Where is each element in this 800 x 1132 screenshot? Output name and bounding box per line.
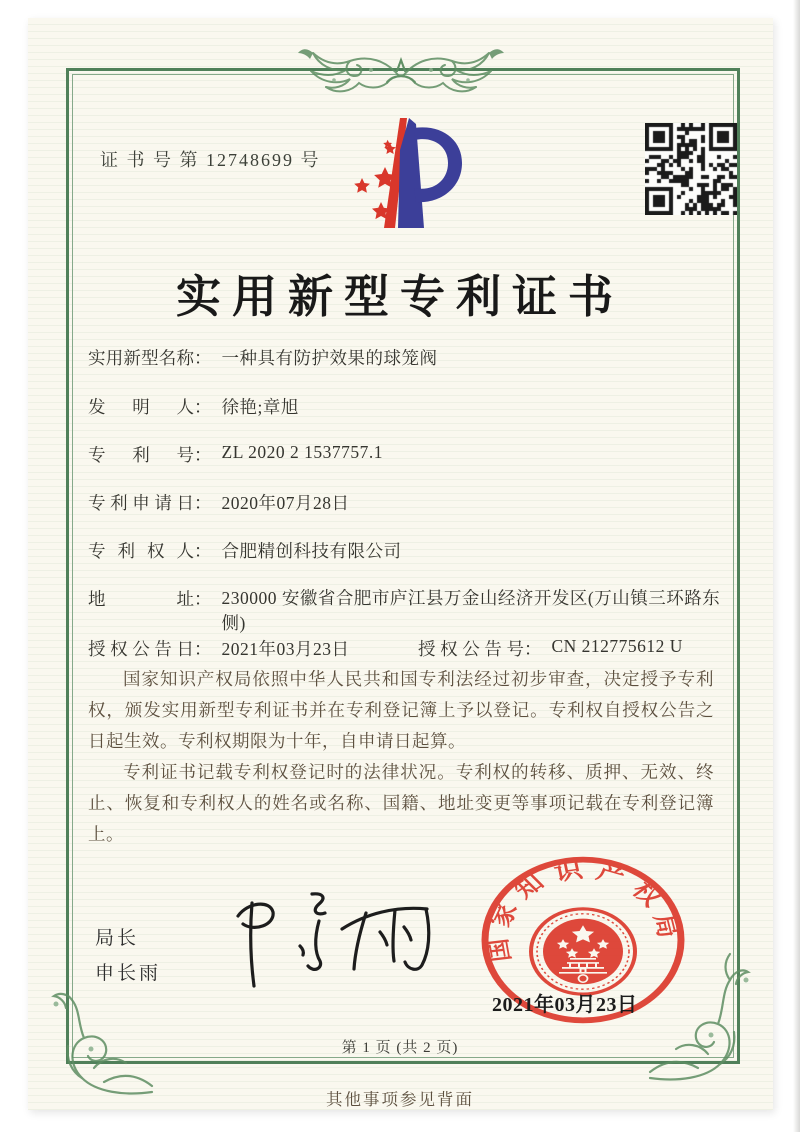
field-label: 授权公告日 [88,639,194,659]
field-value: 徐艳;章旭 [221,397,299,417]
field-value: ZL 2020 2 1537757.1 [221,442,383,462]
field-label: 地址 [88,589,194,609]
field-value: 2021年03月23日 [221,639,350,659]
field-colon: ： [194,348,212,368]
top-dragon-flourish-ornament [286,40,516,98]
certificate-paper [28,18,773,1110]
field-label: 专利权人 [88,541,194,561]
field-row-address [88,586,722,636]
field-value: 230000 安徽省合肥市庐江县万金山经济开发区(万山镇三环路东侧) [221,588,721,633]
field-label: 专利申请日 [88,493,194,513]
certificate-number: 证 书 号 第 12748699 号 [100,150,321,170]
field-colon: ： [524,639,542,659]
legal-paragraph-1: 国家知识产权局依照中华人民共和国专利法经过初步审查，决定授予专利权，颁发实用新型专利证书并在专利登记簿上予以登记。专利权自授权公告之日起生效。专利权期限为十年，自申请日起算。 [88,669,714,751]
field-row-grant-date [88,636,350,661]
scan-edge-shadow [793,0,800,1132]
legal-text-block [88,664,714,850]
field-label: 授权公告号 [418,639,524,659]
certificate-title: 实用新型专利证书 [175,272,624,322]
back-note: 其他事项参见背面 [326,1090,474,1109]
qr-code [645,123,737,215]
field-label: 专利号 [88,445,194,465]
seal-date: 2021年03月23日 [492,994,638,1016]
field-label: 实用新型名称 [88,348,194,368]
signer-name: 申长雨 [95,963,162,984]
field-row-inventor [88,394,299,419]
field-value: 一种具有防护效果的球笼阀 [221,348,438,368]
logo-p-bowl [414,127,462,202]
field-value: 2020年07月28日 [221,493,350,513]
field-row-patentee [88,538,402,563]
field-value: 合肥精创科技有限公司 [221,541,402,561]
page-indicator: 第 1 页 (共 2 页) [341,1040,459,1056]
field-row-grant-number [418,636,683,661]
field-label: 发明人 [88,397,194,417]
legal-paragraph-2: 专利证书记载专利权登记时的法律状况。专利权的转移、质押、无效、终止、恢复和专利权人的姓名或名称、国籍、地址变更等事项记载在专利登记簿上。 [88,762,714,844]
field-colon: ： [194,541,212,561]
cnipa-logo [338,110,470,238]
field-colon: ： [194,445,212,465]
field-row-patent-number [88,442,383,467]
field-value: CN 212775612 U [551,636,683,656]
field-colon: ： [194,493,212,513]
field-row-invention-name [88,345,438,370]
field-row-filing-date [88,490,350,515]
signer-title: 局长 [95,928,140,949]
handwritten-signature [224,880,439,995]
field-colon: ： [194,397,212,417]
seal-text: 国家知识产权局 [480,856,685,964]
field-colon: ： [194,639,212,659]
field-colon: ： [194,589,212,609]
national-emblem [531,909,635,994]
